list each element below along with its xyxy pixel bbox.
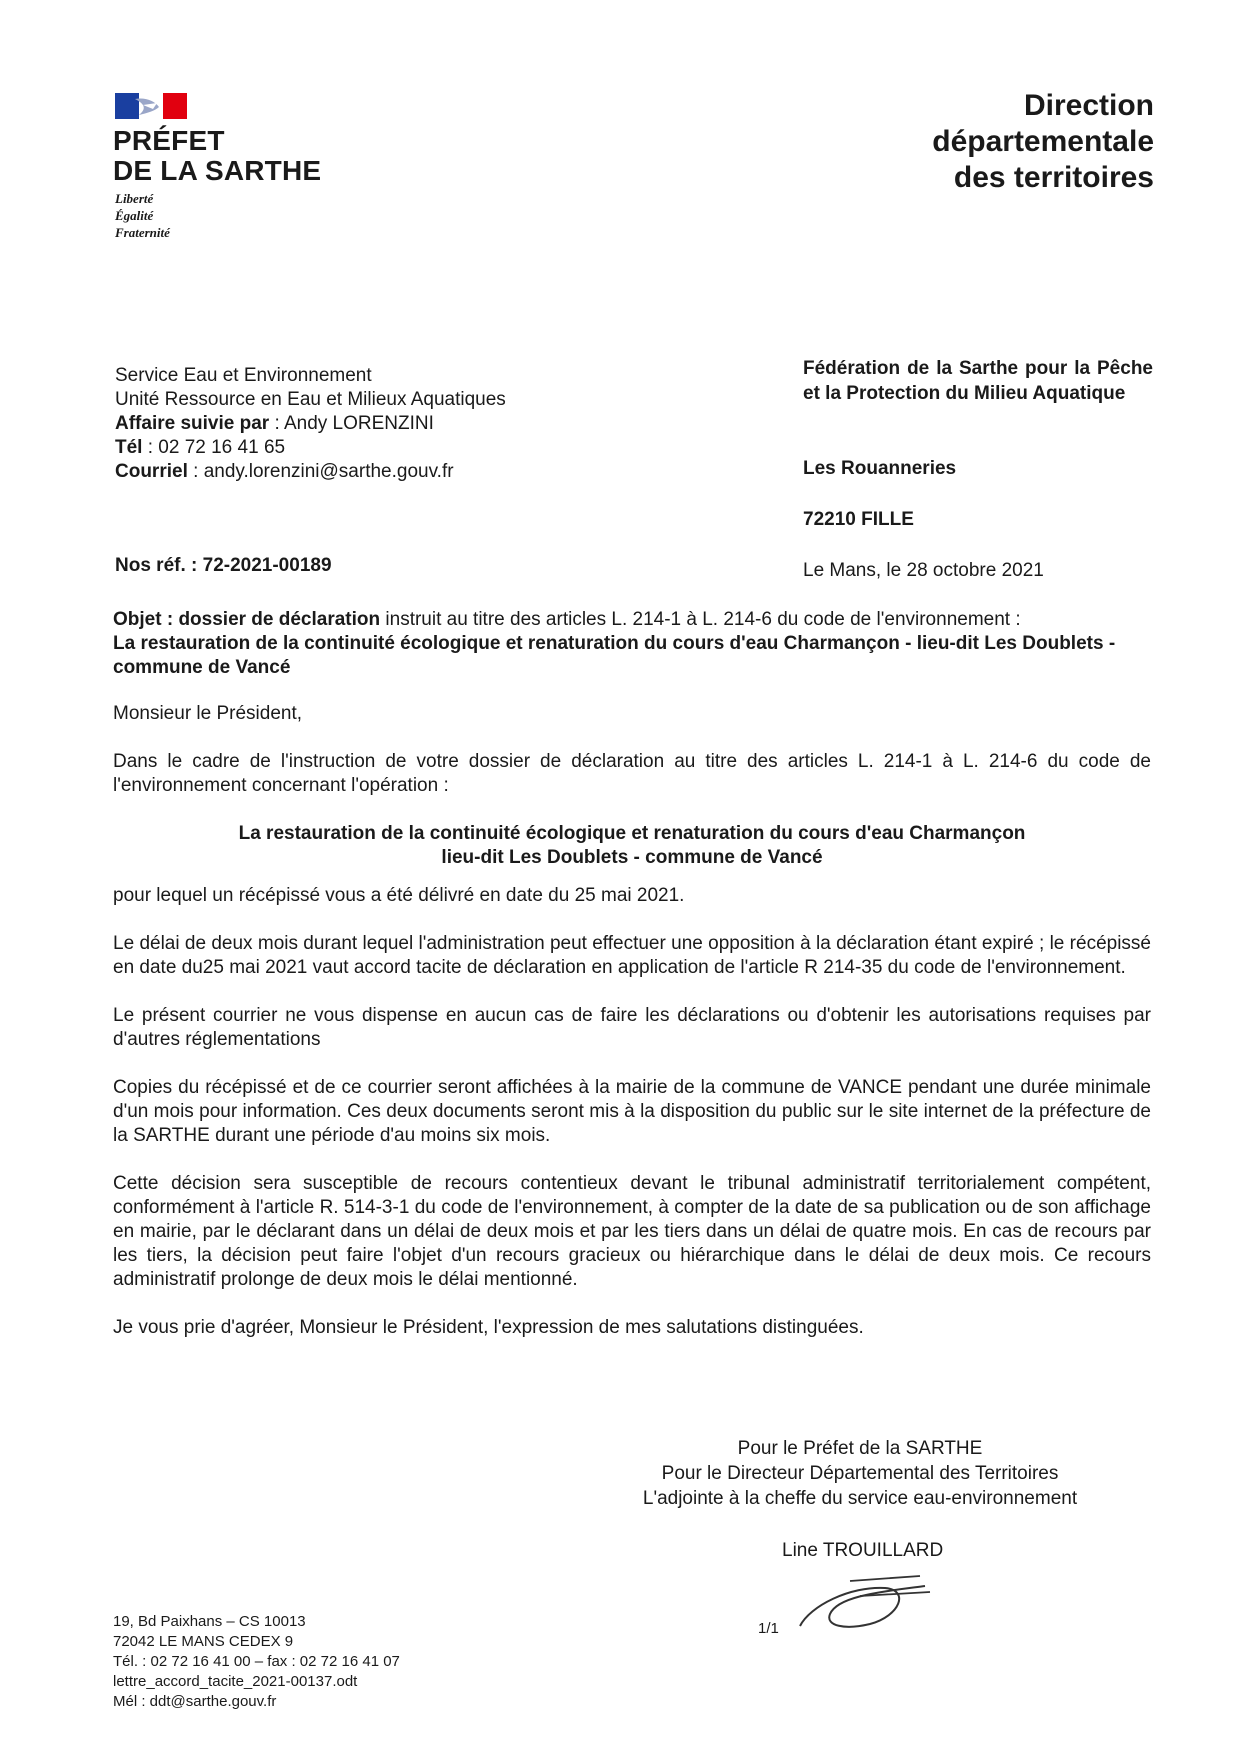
prefecture-name: [113, 126, 321, 186]
signature-block: [610, 1436, 1110, 1511]
recipient-city: 72210 FILLE: [803, 509, 914, 530]
direction-line-1: Direction: [1023, 89, 1154, 122]
prefet-line-1: PRÉFET: [113, 125, 225, 156]
motto-fraternite: Fraternité: [115, 225, 170, 240]
operation-title: [113, 822, 1151, 870]
letter-body: [113, 608, 1151, 1340]
sender-case-handler: Affaire suivie par : Andy LORENZINI: [115, 413, 434, 434]
footer-email: Mél : ddt@sarthe.gouv.fr: [113, 1693, 277, 1710]
footer-phone: Tél. : 02 72 16 41 00 – fax : 02 72 16 41 07: [113, 1653, 400, 1670]
handwritten-signature: [790, 1566, 935, 1636]
paragraph-appeal: Cette décision sera susceptible de recours contentieux devant le tribunal administratif territorialement compétent, conformément à l'article R. 514-3-1 du code de l'environnement, à compter de la date de sa publication ou de son affichage en mairie, par le déclarant dans un délai de deux mois et par les tiers dans un délai de quatre mois. En cas de recours par les tiers, la décision peut faire l'objet d'un recours gracieux ou hiérarchique dans le délai de deux mois. Ce recours administratif prolonge de deux mois le délai mentionné.: [113, 1173, 1151, 1290]
sender-phone: Tél : 02 72 16 41 65: [115, 437, 286, 458]
signer-name: Line TROUILLARD: [782, 1540, 944, 1561]
motto-liberte: Liberté: [115, 191, 154, 206]
motto-egalite: Égalité: [115, 208, 154, 223]
paragraph-other-regulations: Le présent courrier ne vous dispense en aucun cas de faire les déclarations ou d'obtenir les autorisations requises par d'autres réglementations: [113, 1005, 1151, 1050]
signature-line-1: Pour le Préfet de la SARTHE: [737, 1438, 983, 1459]
direction-line-2: départementale: [932, 125, 1154, 158]
republic-motto: [115, 190, 170, 241]
salutation: Monsieur le Président,: [113, 703, 303, 724]
subject-text: instruit au titre des articles L. 214-1 à L. 214-6 du code de l'environnement :: [380, 609, 1021, 630]
prefet-line-2: DE LA SARTHE: [113, 155, 322, 186]
footer-contact: [113, 1612, 400, 1712]
subject: [113, 608, 1151, 680]
marianne-logo: [115, 93, 187, 119]
sender-unit: Unité Ressource en Eau et Milieux Aquatiques: [115, 389, 506, 410]
footer-address-1: 19, Bd Paixhans – CS 10013: [113, 1613, 306, 1630]
sender-email: Courriel : andy.lorenzini@sarthe.gouv.fr: [115, 461, 454, 482]
paragraph-publication: Copies du récépissé et de ce courrier seront affichées à la mairie de la commune de VANCE pendant une durée minimale d'un mois pour information. Ces deux documents seront mis à la disposition du public sur le site internet de la préfecture de la SARTHE durant une période d'au moins six mois.: [113, 1077, 1151, 1146]
page-number: 1/1: [758, 1620, 779, 1637]
paragraph-receipt: pour lequel un récépissé vous a été délivré en date du 25 mai 2021.: [113, 885, 685, 906]
paragraph-intro: Dans le cadre de l'instruction de votre dossier de déclaration au titre des articles L. 214-1 à L. 214-6 du code de l'environnement concernant l'opération :: [113, 751, 1151, 796]
direction-title: [932, 88, 1154, 196]
signature-line-2: Pour le Directeur Départemental des Territoires: [661, 1463, 1059, 1484]
sender-block: [115, 364, 506, 484]
subject-label: Objet : dossier de déclaration: [113, 609, 381, 630]
operation-line-1: La restauration de la continuité écologique et renaturation du cours d'eau Charmançon: [238, 823, 1026, 844]
recipient-name: Fédération de la Sarthe pour la Pêche et la Protection du Milieu Aquatique: [803, 358, 1153, 404]
footer-address-2: 72042 LE MANS CEDEX 9: [113, 1633, 294, 1650]
sender-service: Service Eau et Environnement: [115, 365, 372, 386]
signature-line-3: L'adjointe à la cheffe du service eau-environnement: [642, 1488, 1078, 1509]
closing-formula: Je vous prie d'agréer, Monsieur le Président, l'expression de mes salutations distinguées.: [113, 1317, 864, 1338]
footer-filename: lettre_accord_tacite_2021-00137.odt: [113, 1673, 358, 1690]
operation-line-2: lieu-dit Les Doublets - commune de Vancé: [441, 847, 823, 868]
recipient-locality: Les Rouanneries: [803, 458, 957, 479]
paragraph-tacit-agreement: Le délai de deux mois durant lequel l'administration peut effectuer une opposition à la déclaration étant expiré ; le récépissé en date du25 mai 2021 vaut accord tacite de déclaration en application de l'article R 214-35 du code de l'environnement.: [113, 933, 1151, 978]
direction-line-3: des territoires: [953, 161, 1154, 194]
reference-number: Nos réf. : 72-2021-00189: [115, 555, 332, 576]
recipient-block: [803, 356, 1153, 406]
letter-date: Le Mans, le 28 octobre 2021: [803, 560, 1044, 581]
subject-title: La restauration de la continuité écologique et renaturation du cours d'eau Charmançon - lieu-dit Les Doublets - commune de Vancé: [113, 633, 1116, 678]
